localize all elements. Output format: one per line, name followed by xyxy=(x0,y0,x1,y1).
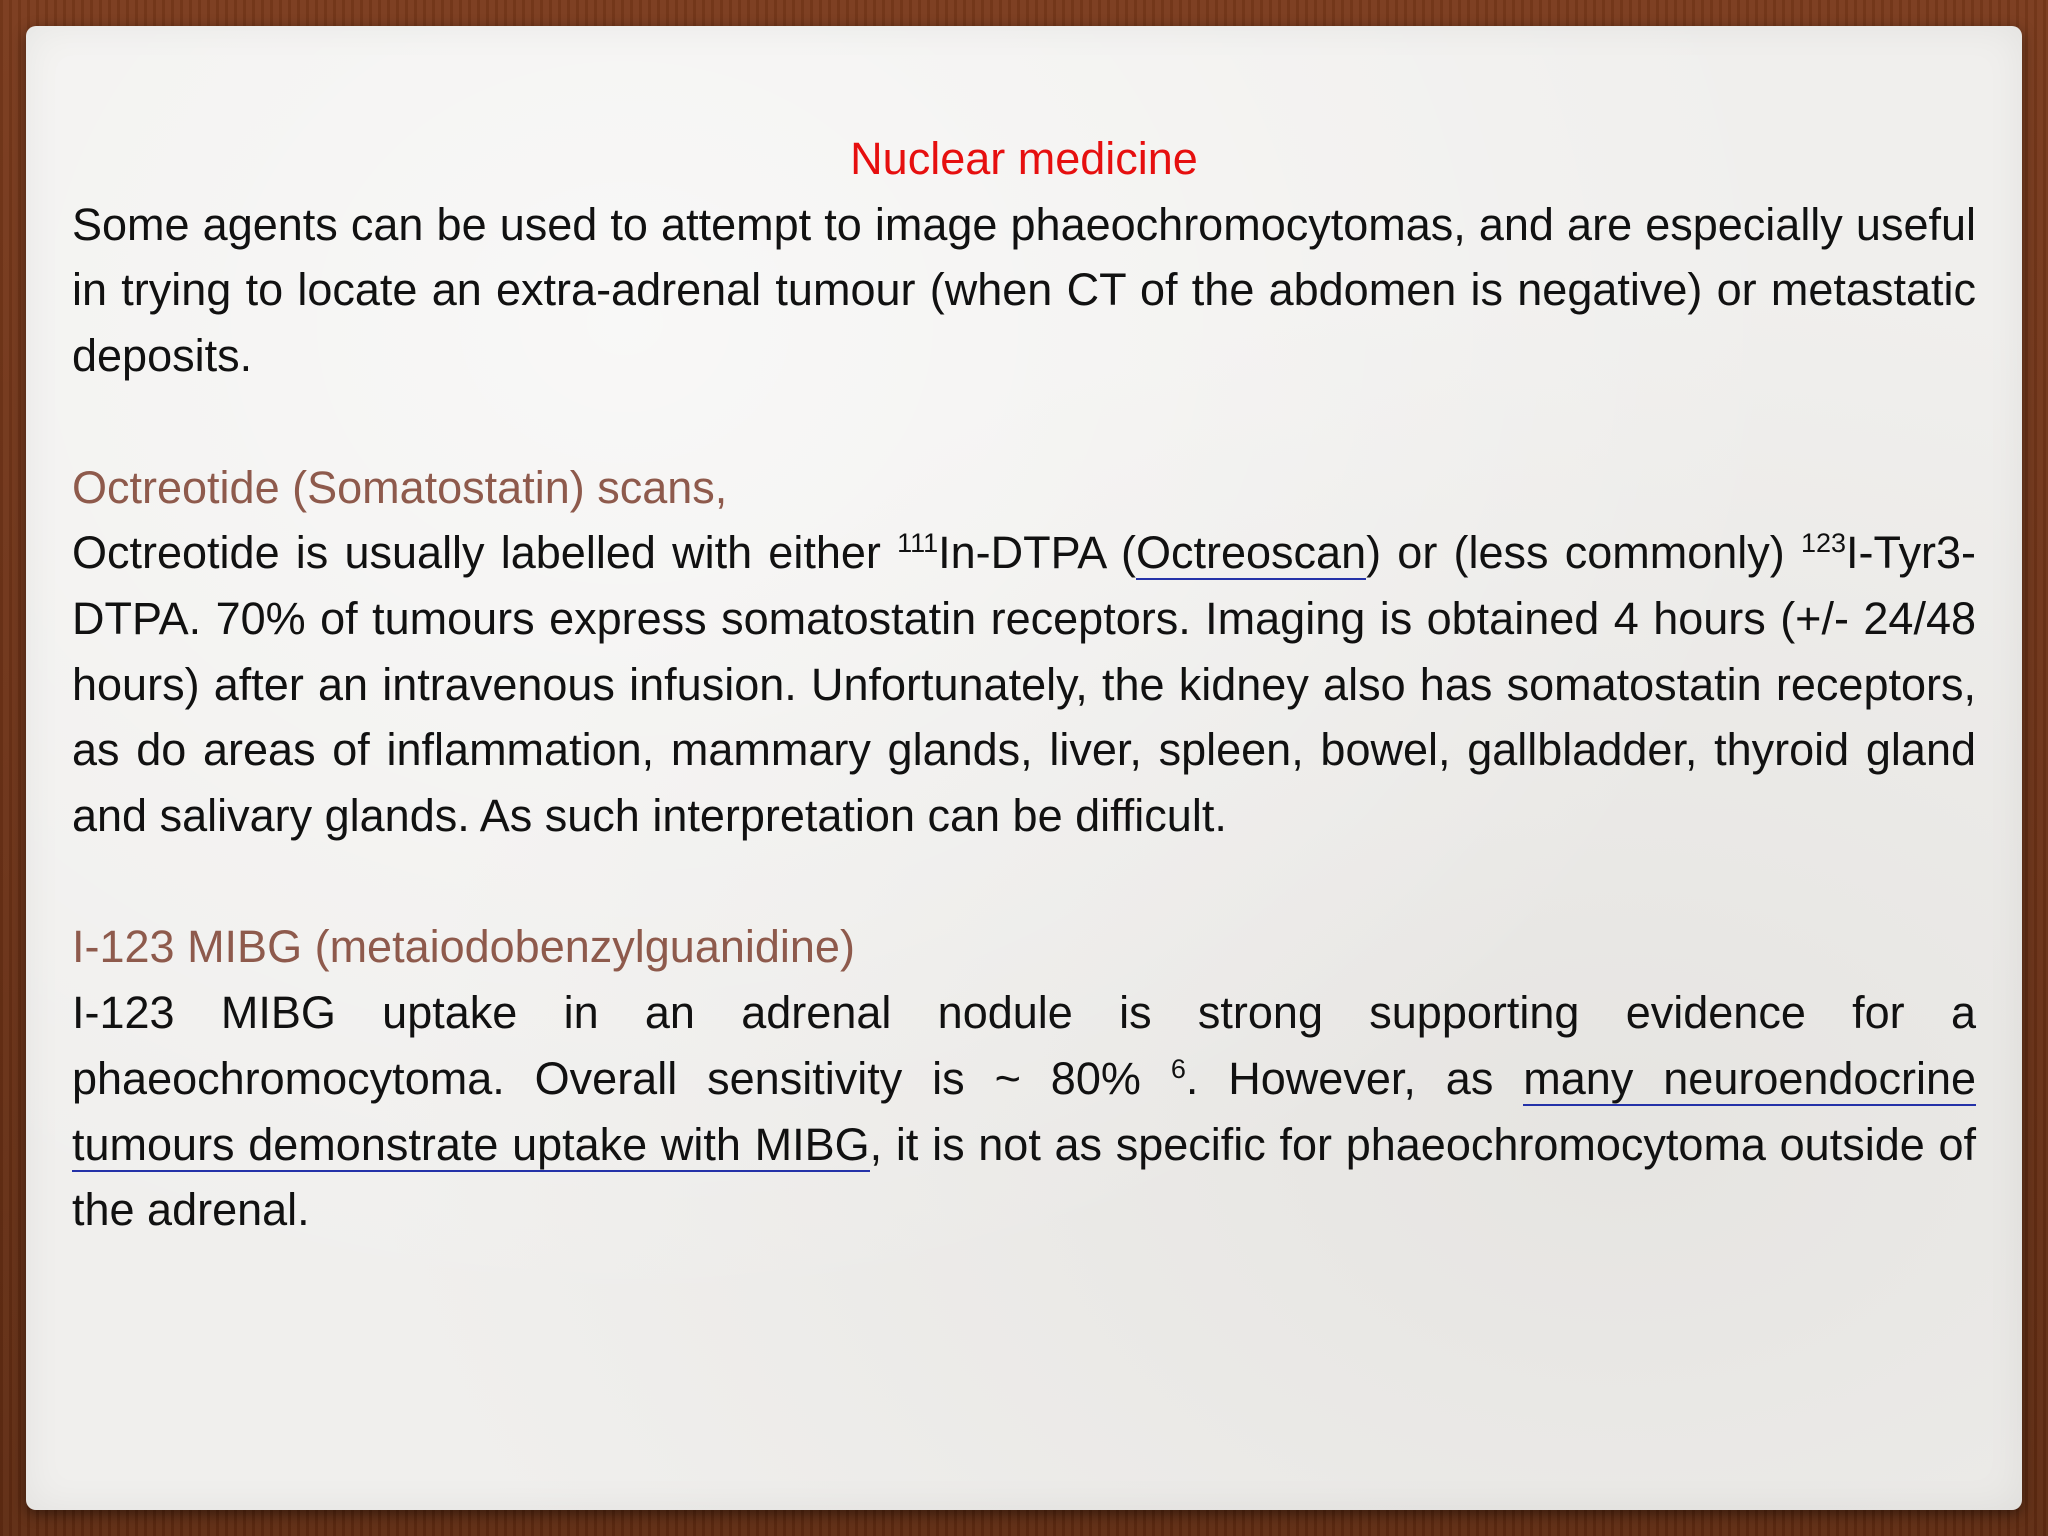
spacer xyxy=(72,849,1976,915)
mibg-reference-superscript: 6 xyxy=(1170,1053,1186,1084)
mibg-heading: I-123 MIBG (metaiodobenzylguanidine) xyxy=(72,921,855,973)
slide-title: Nuclear medicine xyxy=(850,133,1198,184)
slide-content xyxy=(72,126,1976,1243)
octreotide-paragraph xyxy=(72,520,1976,849)
mibg-text-b: . However, as xyxy=(1185,1052,1524,1104)
octreotide-heading: Octreotide (Somatostatin) scans, xyxy=(72,461,728,513)
octreotide-text-d: I-Tyr3-DTPA. 70% of tumours express somatostatin receptors. Imaging is obtained 4 hours (+/- 24/48 hours) after an intravenous infusion. Unfortunately, the kidney also has somatostatin receptors, as do areas of inflammation, mammary glands, liver, spleen, bowel, gallbladder, thyroid gland and salivary glands. As such interpretation can be difficult. xyxy=(72,527,1976,842)
mibg-text-a: I-123 MIBG uptake in an adrenal nodule is strong supporting evidence for a phaeochromocytoma. Overall sensitivity is ~ 80% xyxy=(72,987,1976,1104)
spacer xyxy=(72,389,1976,455)
octreotide-text-c: ) or (less commonly) xyxy=(1366,527,1801,579)
octreotide-superscript-111: 111 xyxy=(897,528,939,559)
octreotide-superscript-123: 123 xyxy=(1800,528,1846,559)
slide xyxy=(26,26,2022,1510)
mibg-paragraph xyxy=(72,980,1976,1243)
octreotide-text-b: In-DTPA ( xyxy=(938,527,1136,579)
octreoscan-link[interactable]: Octreoscan xyxy=(1136,527,1367,579)
neuroendocrine-uptake-link[interactable]: many neuroendocrine tumours demonstrate uptake with MIBG xyxy=(72,1052,1976,1170)
octreotide-text-a: Octreotide is usually labelled with either xyxy=(72,527,898,579)
mibg-text-c: , it is not as specific for phaeochromocytoma outside of the adrenal. xyxy=(72,1118,1976,1236)
intro-paragraph: Some agents can be used to attempt to image phaeochromocytomas, and are especially useful in trying to locate an extra-adrenal tumour (when CT of the abdomen is negative) or metastatic deposits. xyxy=(72,198,1976,382)
